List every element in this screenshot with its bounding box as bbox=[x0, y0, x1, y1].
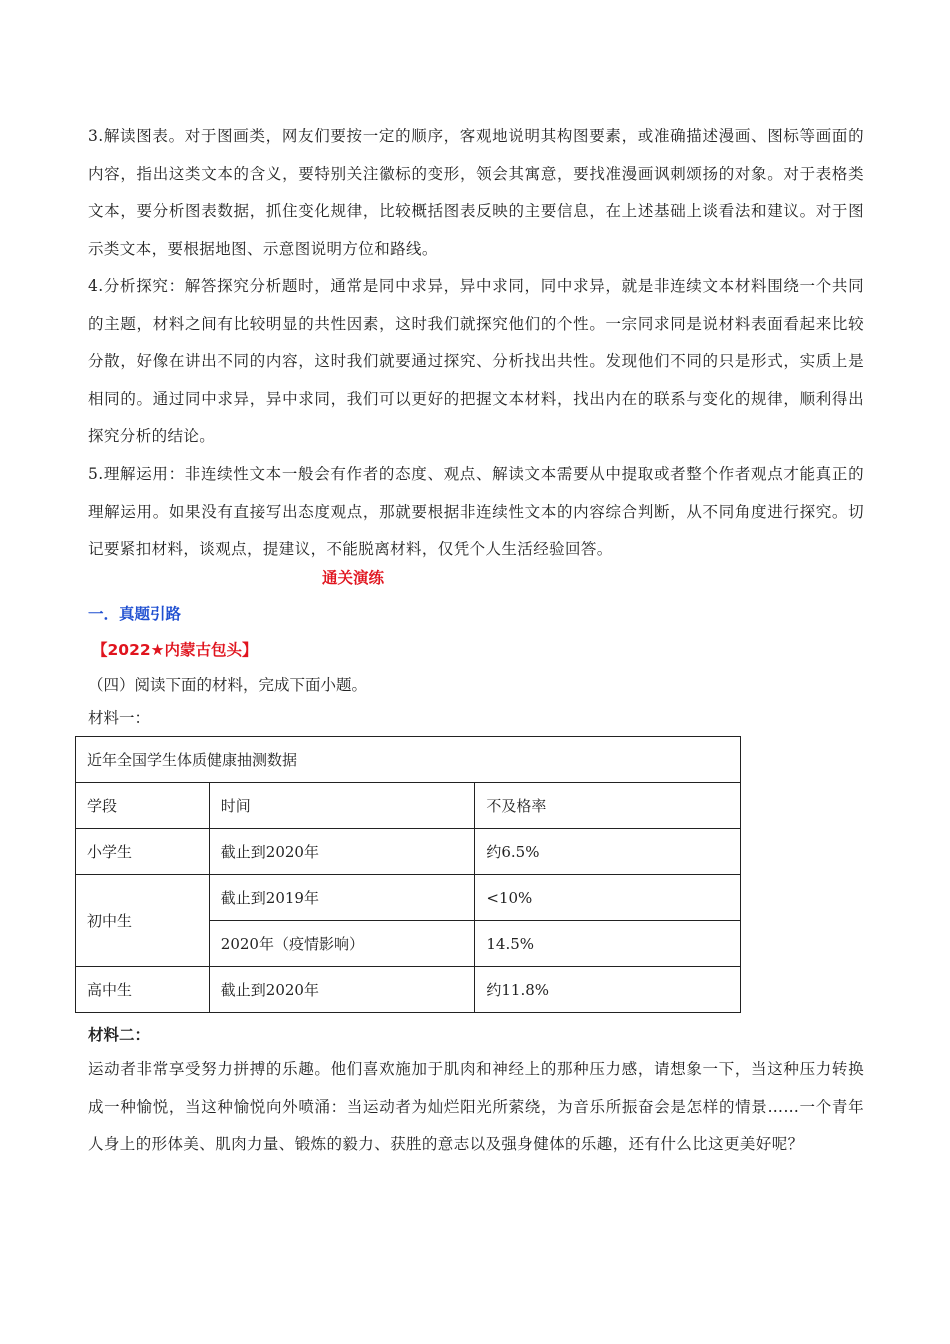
cell-time: 截止到2020年 bbox=[209, 829, 475, 875]
table-row bbox=[76, 967, 741, 1013]
table-caption: 近年全国学生体质健康抽测数据 bbox=[76, 737, 741, 783]
header-stage: 学段 bbox=[76, 783, 210, 829]
cell-stage: 高中生 bbox=[76, 967, 210, 1013]
paragraph-understanding-application: 5.理解运用：非连续性文本一般会有作者的态度、观点、解读文本需要从中提取或者整个作者观点才能真正的理解运用。如果没有直接写出态度观点，那就要根据非连续性文本的内容综合判断，从不同角度进行探究。切记要紧扣材料，谈观点，提建议，不能脱离材料，仅凭个人生活经验回答。 bbox=[88, 465, 864, 558]
cell-stage: 小学生 bbox=[76, 829, 210, 875]
table-header-row bbox=[76, 783, 741, 829]
material-one-label: 材料一： bbox=[88, 709, 151, 727]
table-row bbox=[76, 829, 741, 875]
cell-rate: 约6.5% bbox=[475, 829, 741, 875]
cell-time: 截止到2020年 bbox=[209, 967, 475, 1013]
cell-stage: 初中生 bbox=[76, 875, 210, 967]
cell-time: 截止到2019年 bbox=[209, 875, 475, 921]
cell-rate: <10% bbox=[475, 875, 741, 921]
material-two-text: 运动者非常享受努力拼搏的乐趣。他们喜欢施加于肌肉和神经上的那种压力感，请想象一下，当这种压力转换成一种愉悦，当这种愉悦向外喷涌：当运动者为灿烂阳光所萦绕，为音乐所振奋会是怎样的情景……一个青年人身上的形体美、肌肉力量、锻炼的毅力、获胜的意志以及强身健体的乐趣，还有什么比这更美好呢？ bbox=[88, 1060, 864, 1153]
paragraph-interpret-charts: 3.解读图表。对于图画类，网友们要按一定的顺序，客观地说明其构图要素，或准确描述漫画、图标等画面的内容，指出这类文本的含义，要特别关注徽标的变形，领会其寓意，要找准漫画讽刺颂扬的对象。对于表格类文本，要分析图表数据，抓住变化规律，比较概括图表反映的主要信息，在上述基础上谈看法和建议。对于图示类文本，要根据地图、示意图说明方位和路线。 bbox=[88, 127, 864, 258]
section-title: 通关演练 bbox=[322, 569, 385, 587]
cell-time: 2020年（疫情影响） bbox=[209, 921, 475, 967]
cell-rate: 约11.8% bbox=[475, 967, 741, 1013]
table-caption-row bbox=[76, 737, 741, 783]
section-heading: 一．真题引路 bbox=[88, 605, 182, 623]
paragraph-analysis-exploration: 4.分析探究：解答探究分析题时，通常是同中求异，异中求同，同中求异，就是非连续文本材料围绕一个共同的主题，材料之间有比较明显的共性因素，这时我们就探究他们的个性。一宗同求同是说材料表面看起来比较分散，好像在讲出不同的内容，这时我们就要通过探究、分析找出共性。发现他们不同的只是形式，实质上是相同的。通过同中求异，异中求同，我们可以更好的把握文本材料，找出内在的联系与变化的规律，顺利得出探究分析的结论。 bbox=[88, 277, 864, 445]
material-two-label: 材料二： bbox=[88, 1026, 151, 1044]
cell-rate: 14.5% bbox=[475, 921, 741, 967]
header-rate: 不及格率 bbox=[475, 783, 741, 829]
header-time: 时间 bbox=[209, 783, 475, 829]
source-tag: 【2022★内蒙古包头】 bbox=[92, 641, 258, 659]
health-data-table bbox=[75, 736, 741, 1013]
instruction-text: （四）阅读下面的材料，完成下面小题。 bbox=[88, 676, 368, 694]
table-row bbox=[76, 875, 741, 921]
